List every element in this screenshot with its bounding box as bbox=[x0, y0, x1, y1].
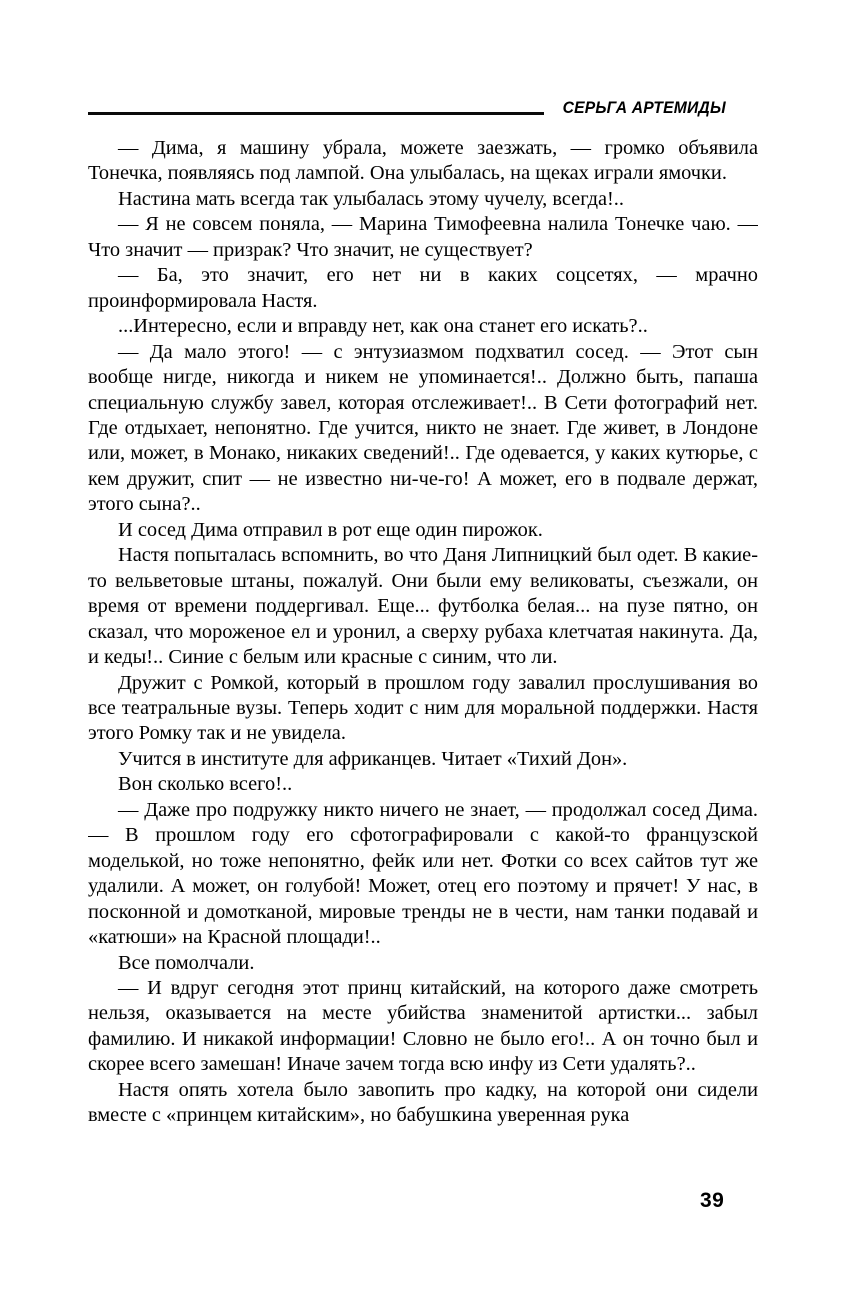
page-number: 39 bbox=[700, 1189, 725, 1212]
paragraph: Все помолчали. bbox=[118, 951, 255, 974]
paragraph: — Ба, это значит, его нет ни в каких соцсетях, — мрачно проинформировала Настя. bbox=[88, 264, 758, 312]
paragraph: Дружит с Ромкой, который в прошлом году завалил прослушивания во все театральные вузы. Теперь ходит с ним для моральной поддержки. Настя этого Ромку так и не увидела. bbox=[88, 671, 758, 745]
running-header bbox=[88, 99, 726, 117]
paragraph: — И вдруг сегодня этот принц китайский, на которого даже смотреть нельзя, оказывается на месте убийства знаменитой артистки... забыл фамилию. И никакой информации! Словно не было его!.. А он точно был и скорее всего замешан! Иначе зачем тогда всю инфу из Сети удалять?.. bbox=[88, 976, 758, 1076]
paragraph: Настя попыталась вспомнить, во что Даня Липницкий был одет. В какие-то вельветовые штаны, пожалуй. Они были ему великоваты, съезжали, он время от времени поддергивал. Еще... футболка белая... на пузе пятно, он сказал, что мороженое ел и уронил, а сверху рубаха клетчатая накинута. Да, и кеды!.. Синие с белым или красные с синим, что ли. bbox=[88, 544, 758, 669]
paragraph: Настя опять хотела было завопить про кадку, на которой они сидели вместе с «принцем китайским», но бабушкина уверенная рука bbox=[88, 1078, 758, 1127]
running-header-title: СЕРЬГА АРТЕМИДЫ bbox=[562, 99, 726, 117]
paragraph: ...Интересно, если и вправду нет, как она станет его искать?.. bbox=[118, 315, 648, 338]
paragraph: Вон сколько всего!.. bbox=[118, 773, 293, 796]
paragraph: — Я не совсем поняла, — Марина Тимофеевна налила Тонечке чаю. — Что значит — призрак? Что значит, не существует? bbox=[88, 213, 758, 261]
paragraph: — Даже про подружку никто ничего не знает, — продолжал сосед Дима. — В прошлом году его сфотографировали с какой-то французской моделькой, но тоже непонятно, фейк или нет. Фотки со всех сайтов тут же удалили. А может, он голубой! Может, отец его поэтому и прячет! У нас, в посконной и домотканой, мировые тренды не в чести, нам танки подавай и «катюши» на Красной площади!.. bbox=[88, 798, 758, 949]
paragraph: — Да мало этого! — с энтузиазмом подхватил сосед. — Этот сын вообще нигде, никогда и никем не упоминается!.. Должно быть, папаша специальную службу завел, которая отслеживает!.. В Сети фотографий нет. Где отдыхает, непонятно. Где учится, никто не знает. Где живет, в Лондоне или, может, в Монако, никаких сведений!.. Где одевается, у каких кутюрье, с кем дружит, спит — не известно ни-че-го! А может, его в подвале держат, этого сына?.. bbox=[88, 340, 758, 516]
paragraph: Настина мать всегда так улыбалась этому чучелу, всегда!.. bbox=[118, 187, 624, 210]
header-rule bbox=[88, 112, 544, 115]
paragraph: И сосед Дима отправил в рот еще один пирожок. bbox=[118, 518, 543, 541]
paragraph: Учится в институте для африканцев. Читает «Тихий Дон». bbox=[118, 747, 628, 770]
page-text-block bbox=[88, 136, 758, 1182]
paragraph: — Дима, я машину убрала, можете заезжать, — громко объявила Тонечка, появляясь под лампой. Она улыбалась, на щеках играли ямочки. bbox=[88, 137, 758, 185]
